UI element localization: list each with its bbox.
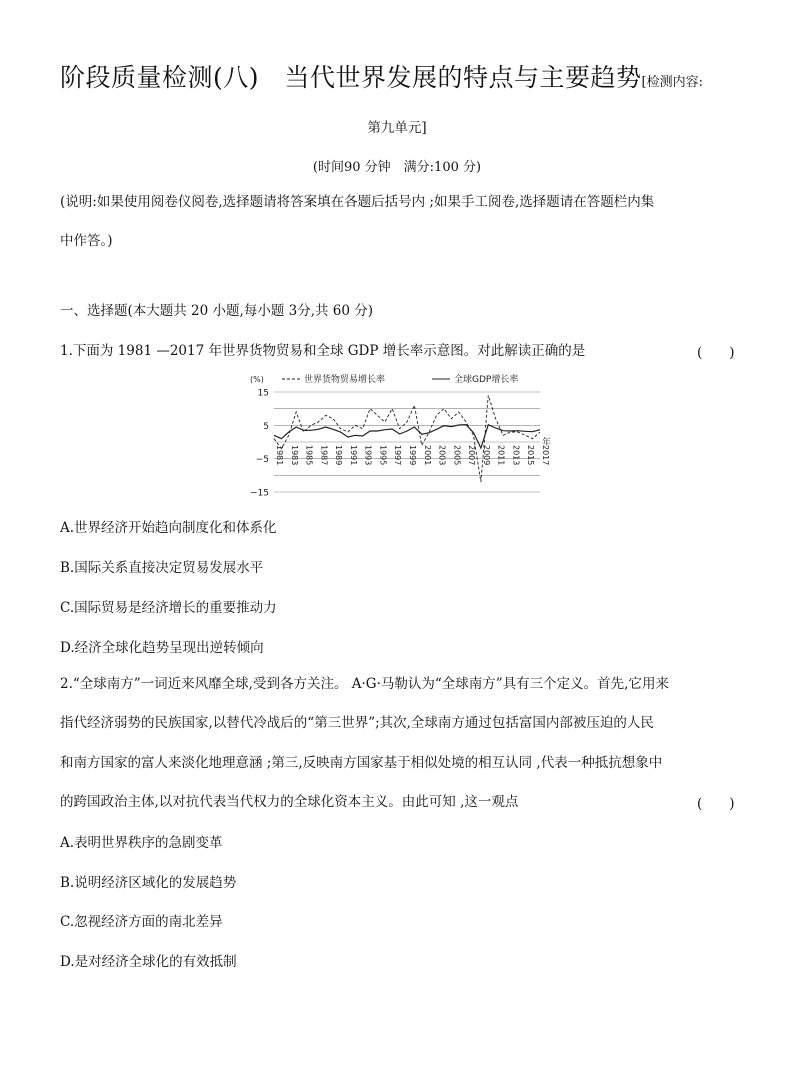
page-title bbox=[60, 58, 760, 94]
question-2-option-c[interactable]: C.忽视经济方面的南北差异 bbox=[60, 914, 223, 930]
x-tick-label: 2011 bbox=[496, 445, 506, 466]
x-axis-label: 年 bbox=[542, 438, 552, 448]
time-info: (时间90 分钟 满分:100 分) bbox=[312, 160, 482, 175]
x-tick-label: 2017 bbox=[541, 445, 550, 466]
x-tick-label: 1985 bbox=[304, 445, 314, 466]
question-2-option-d[interactable]: D.是对经济全球化的有效抵制 bbox=[60, 954, 237, 970]
trade-growth-line bbox=[274, 395, 540, 482]
x-tick-label: 1993 bbox=[363, 445, 373, 466]
x-tick-label: 1989 bbox=[334, 445, 344, 466]
x-tick-label: 2009 bbox=[481, 445, 491, 466]
x-tick-label: 1987 bbox=[319, 445, 329, 466]
title-main: 阶段质量检测(八) 当代世界发展的特点与主要趋势 bbox=[60, 63, 642, 92]
x-tick-label: 2001 bbox=[422, 445, 432, 466]
question-2-stem-line-1: 2.“全球南方”一词近来风靡全球,受到各方关注。 A·G·马勒认为“全球南方”具有三个定义。首先,它用来 bbox=[60, 676, 669, 692]
question-2-stem-line-4: 的跨国政治主体,以对抗代表当代权力的全球化资本主义。由此可知 ,这一观点 bbox=[60, 794, 519, 810]
x-tick-label: 2007 bbox=[467, 445, 477, 466]
question-1-option-c[interactable]: C.国际贸易是经济增长的重要推动力 bbox=[60, 600, 277, 616]
legend-label: 世界货物贸易增长率 bbox=[304, 375, 386, 385]
y-tick-label: −15 bbox=[250, 488, 269, 499]
instructions-line-2: 中作答。) bbox=[60, 233, 113, 249]
x-tick-label: 2003 bbox=[437, 445, 447, 466]
trade-gdp-chart bbox=[246, 370, 556, 505]
x-tick-label: 2013 bbox=[511, 445, 521, 466]
y-tick-label: −5 bbox=[255, 455, 269, 466]
x-tick-label: 1981 bbox=[275, 445, 284, 466]
x-tick-label: 1983 bbox=[289, 445, 299, 466]
y-tick-label: 15 bbox=[257, 388, 269, 399]
question-2-stem-line-2: 指代经济弱势的民族国家,以替代冷战后的“第三世界”;其次,全球南方通过包括富国内部被压迫的人民 bbox=[60, 715, 654, 731]
question-2-option-a[interactable]: A.表明世界秩序的急剧变革 bbox=[60, 835, 223, 851]
legend-label: 全球GDP增长率 bbox=[454, 375, 519, 385]
question-1-option-b[interactable]: B.国际关系直接决定贸易发展水平 bbox=[60, 560, 264, 576]
question-1-option-a[interactable]: A.世界经济开始趋向制度化和体系化 bbox=[60, 520, 277, 536]
instructions-line-1: (说明:如果使用阅卷仪阅卷,选择题请将答案填在各题后括号内 ;如果手工阅卷,选择题请在答题栏内集 bbox=[60, 194, 655, 210]
question-1-option-d[interactable]: D.经济全球化趋势呈现出逆转倾向 bbox=[60, 640, 264, 656]
x-tick-label: 2005 bbox=[452, 445, 462, 466]
x-tick-label: 1999 bbox=[408, 445, 417, 466]
question-2-option-b[interactable]: B.说明经济区域化的发展趋势 bbox=[60, 875, 237, 891]
y-tick-label: 5 bbox=[263, 421, 269, 432]
title-scope: [检测内容: bbox=[641, 75, 703, 90]
y-axis-label: (%) bbox=[250, 375, 264, 384]
x-tick-label: 1997 bbox=[393, 445, 403, 466]
section-heading: 一、选择题(本大题共 20 小题,每小题 3分,共 60 分) bbox=[60, 303, 374, 319]
x-tick-label: 2015 bbox=[526, 445, 536, 466]
question-2-stem-line-3: 和南方国家的富人来淡化地理意涵 ;第三,反映南方国家基于相似处境的相互认同 ,代表一种抵抗想象中 bbox=[60, 755, 663, 771]
question-1-answer-blank: ( ) bbox=[697, 345, 735, 361]
title-scope-continued: 第九单元] bbox=[367, 120, 427, 136]
question-1-stem: 1.下面为 1981 —2017 年世界货物贸易和全球 GDP 增长率示意图。对此解读正确的是 bbox=[60, 343, 586, 359]
x-tick-label: 1995 bbox=[378, 445, 388, 466]
question-2-answer-blank: ( ) bbox=[697, 796, 735, 812]
x-tick-label: 1991 bbox=[348, 445, 358, 466]
